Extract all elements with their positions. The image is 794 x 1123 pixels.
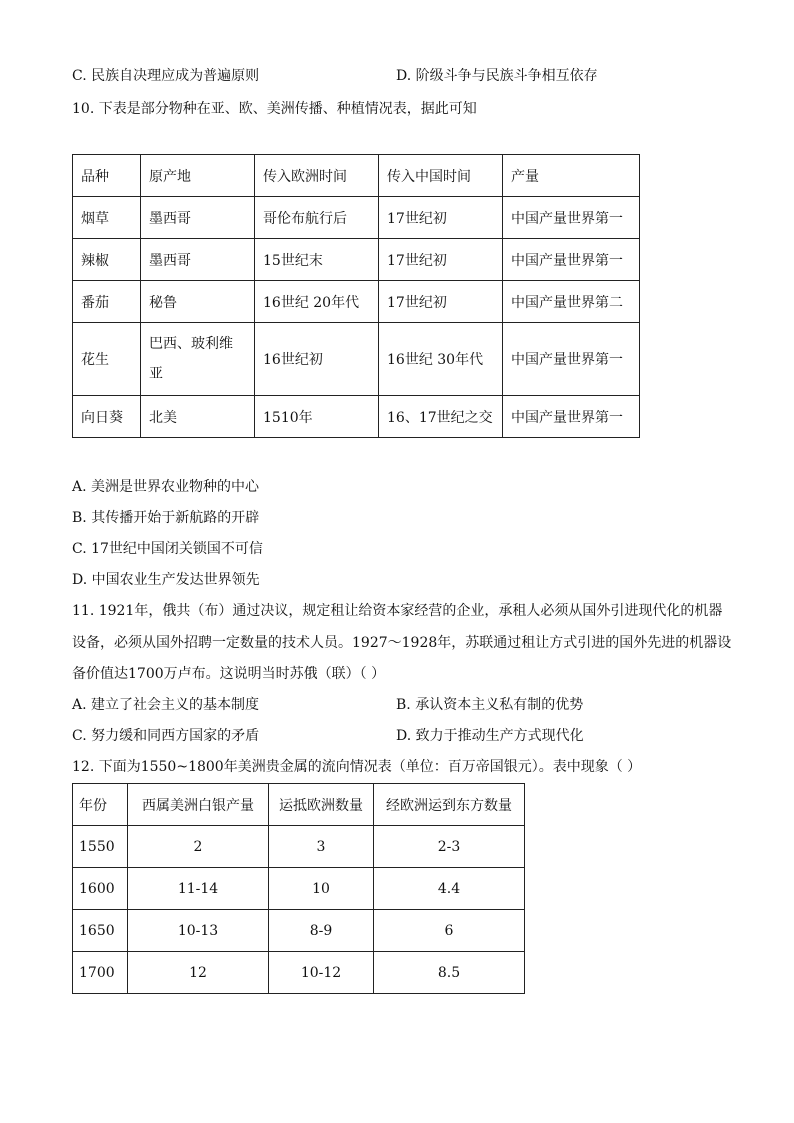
table-cell: 秘鲁 [141, 281, 255, 323]
table-cell: 中国产量世界第一 [503, 396, 640, 438]
table-header-row [73, 784, 525, 826]
table-cell: 中国产量世界第二 [503, 281, 640, 323]
table-cell: 1550 [73, 826, 128, 868]
q11-stem-line-3: 备价值达1700万卢布。这说明当时苏俄（联）（ ） [72, 666, 386, 682]
table-cell: 17世纪初 [379, 197, 503, 239]
table-row [73, 239, 640, 281]
table-cell: 番茄 [73, 281, 141, 323]
q10-option-b: B. 其传播开始于新航路的开辟 [72, 510, 260, 526]
table-cell: 8-9 [269, 910, 374, 952]
q10-stem: 10. 下表是部分物种在亚、欧、美洲传播、种植情况表，据此可知 [72, 101, 477, 117]
header-cell: 原产地 [141, 155, 255, 197]
table-cell: 辣椒 [73, 239, 141, 281]
table-row [73, 826, 525, 868]
header-cell: 品种 [73, 155, 141, 197]
table-cell: 墨西哥 [141, 197, 255, 239]
q9-option-c: C. 民族自决理应成为普遍原则 [72, 68, 260, 84]
table-cell: 2-3 [374, 826, 525, 868]
q10-option-d: D. 中国农业生产发达世界领先 [72, 572, 260, 588]
q10-option-c: C. 17世纪中国闭关锁国不可信 [72, 541, 263, 557]
table-row [73, 197, 640, 239]
table-cell: 中国产量世界第一 [503, 239, 640, 281]
q11-option-a: A. 建立了社会主义的基本制度 [72, 697, 260, 713]
table-cell: 向日葵 [73, 396, 141, 438]
q12-stem: 12. 下面为1550~1800年美洲贵金属的流向情况表（单位：百万帝国银元）。表中现象（ ） [72, 759, 642, 775]
table-row [73, 868, 525, 910]
table-cell: 16世纪 20年代 [255, 281, 379, 323]
header-cell: 产量 [503, 155, 640, 197]
q11-option-c: C. 努力缓和同西方国家的矛盾 [72, 728, 260, 744]
table-header-row [73, 155, 640, 197]
q11-stem-line-2: 设备，必须从国外招聘一定数量的技术人员。1927～1928年，苏联通过租让方式引进的国外先进的机器设 [72, 635, 732, 651]
q11-stem-line-1: 11. 1921年，俄共（布）通过决议，规定租让给资本家经营的企业，承租人必须从国外引进现代化的机器 [72, 603, 723, 619]
table-cell: 10-12 [269, 952, 374, 994]
header-cell: 年份 [73, 784, 128, 826]
q11-option-b: B. 承认资本主义私有制的优势 [396, 697, 584, 713]
q9-option-d: D. 阶级斗争与民族斗争相互依存 [396, 68, 598, 84]
table-cell: 16世纪初 [255, 323, 379, 396]
table-row [73, 281, 640, 323]
table-row [73, 910, 525, 952]
table-cell: 墨西哥 [141, 239, 255, 281]
table-cell: 12 [128, 952, 269, 994]
table-cell: 17世纪初 [379, 281, 503, 323]
header-cell: 西属美洲白银产量 [128, 784, 269, 826]
table-cell: 1510年 [255, 396, 379, 438]
table-cell: 16世纪 30年代 [379, 323, 503, 396]
header-cell: 传入欧洲时间 [255, 155, 379, 197]
table-cell: 1600 [73, 868, 128, 910]
table-cell: 8.5 [374, 952, 525, 994]
table-cell: 北美 [141, 396, 255, 438]
table-cell: 16、17世纪之交 [379, 396, 503, 438]
q11-option-d: D. 致力于推动生产方式现代化 [396, 728, 584, 744]
header-cell: 传入中国时间 [379, 155, 503, 197]
table-cell: 1700 [73, 952, 128, 994]
table-cell: 10 [269, 868, 374, 910]
table-cell: 中国产量世界第一 [503, 197, 640, 239]
q12-silver-table [72, 783, 525, 994]
table-cell: 15世纪末 [255, 239, 379, 281]
table-cell: 6 [374, 910, 525, 952]
q10-option-a: A. 美洲是世界农业物种的中心 [72, 479, 260, 495]
table-row [73, 396, 640, 438]
table-cell: 哥伦布航行后 [255, 197, 379, 239]
table-cell: 3 [269, 826, 374, 868]
table-cell: 中国产量世界第一 [503, 323, 640, 396]
table-cell: 4.4 [374, 868, 525, 910]
table-row [73, 952, 525, 994]
table-cell: 11-14 [128, 868, 269, 910]
table-cell: 巴西、玻利维亚 [141, 323, 255, 396]
table-cell: 2 [128, 826, 269, 868]
table-cell: 1650 [73, 910, 128, 952]
table-row [73, 323, 640, 396]
table-cell: 花生 [73, 323, 141, 396]
table-cell: 烟草 [73, 197, 141, 239]
header-cell: 运抵欧洲数量 [269, 784, 374, 826]
table-cell: 10-13 [128, 910, 269, 952]
header-cell: 经欧洲运到东方数量 [374, 784, 525, 826]
table-cell: 17世纪初 [379, 239, 503, 281]
q10-species-table [72, 154, 640, 438]
